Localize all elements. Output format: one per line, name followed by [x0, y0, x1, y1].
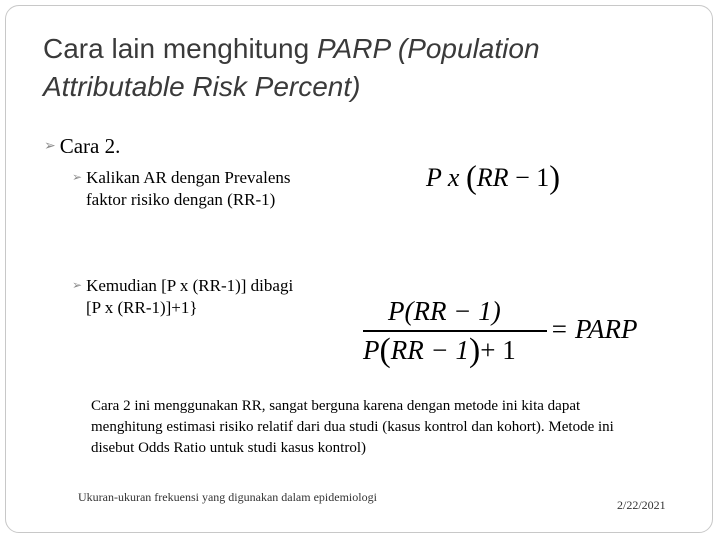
bullet-item-2: [72, 274, 293, 319]
formula1-minus-one: − 1: [508, 163, 550, 192]
formula2-denominator-plus: + 1: [480, 335, 516, 365]
bullet-level1-text: Cara 2.: [59, 134, 121, 158]
formula2-close-paren: ): [468, 332, 481, 369]
footer-date: 2/22/2021: [617, 498, 666, 512]
formula1-p: P: [426, 163, 442, 192]
bullet-item-2-line1: Kemudian [P x (RR-1)] dibagi: [86, 276, 294, 295]
formula1-rr: RR: [476, 163, 509, 192]
arrow-bullet-icon: ➢: [44, 138, 56, 154]
bullet-level1: [44, 133, 120, 159]
formula2-equals-parp: = PARP: [550, 314, 638, 344]
formula2-denominator-rr: RR − 1: [390, 335, 469, 365]
slide-title: [43, 30, 683, 106]
bullet-item-1-line1: Kalikan AR dengan Prevalens: [86, 168, 291, 187]
bullet-item-2-line2: [P x (RR-1)]+1}: [86, 298, 198, 317]
title-italic-2: Attributable Risk Percent): [43, 71, 361, 102]
formula2-denominator: [363, 332, 516, 370]
bullet-item-1-line2: faktor risiko dengan (RR-1): [86, 190, 276, 209]
formula2-denominator-p: P: [363, 335, 380, 365]
footer-left: Ukuran-ukuran frekuensi yang digunakan dalam epidemiologi: [78, 490, 377, 504]
formula1-open-paren: (: [465, 160, 477, 196]
formula-parp: [360, 296, 670, 369]
arrow-bullet-icon: ➢: [72, 278, 83, 292]
formula2-numerator: P(RR − 1): [388, 296, 501, 326]
formula2-open-paren: (: [379, 332, 391, 369]
title-plain: Cara lain menghitung: [43, 33, 317, 64]
title-italic-1: PARP (Population: [316, 33, 540, 64]
formula1-x: x: [447, 163, 460, 192]
arrow-bullet-icon: ➢: [72, 170, 83, 184]
formula1-close-paren: ): [549, 160, 561, 196]
explanation-note: Cara 2 ini menggunakan RR, sangat berguna karena dengan metode ini kita dapat menghitung estimasi risiko relatif dari dua studi (kasus kontrol dan kohort). Metode ini disebut Odds Ratio untuk studi kasus kontrol): [91, 398, 614, 456]
formula-p-x-rr: [426, 160, 560, 197]
bullet-item-1: [72, 166, 291, 211]
